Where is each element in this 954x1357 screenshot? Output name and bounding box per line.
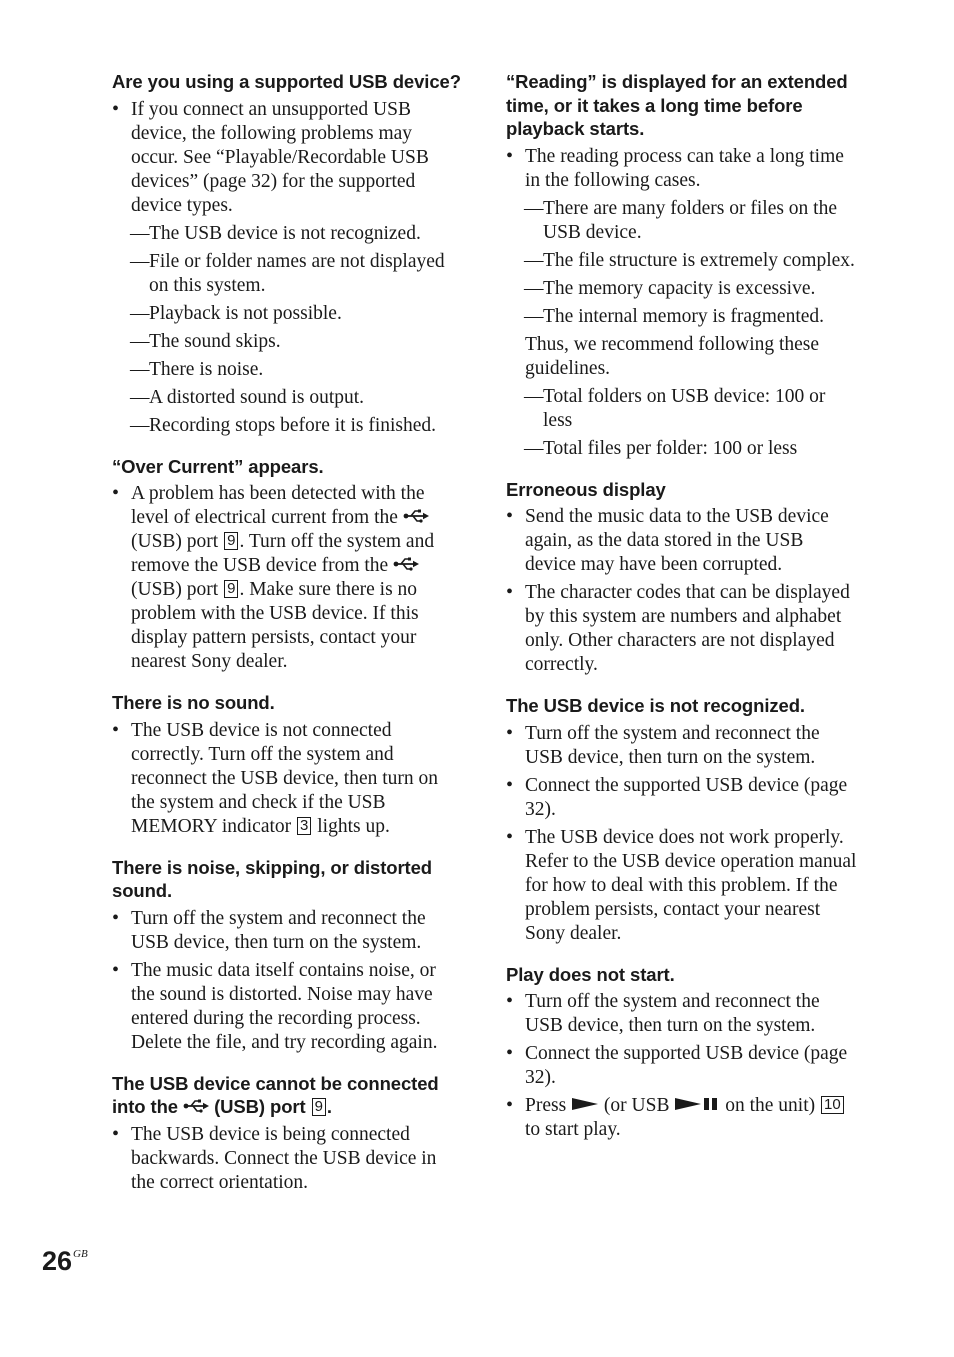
play-icon: [571, 1097, 599, 1111]
text-run: Press: [525, 1095, 567, 1116]
paragraph: Thus, we recommend following these guidelines.: [525, 333, 820, 379]
section-supported-usb: [112, 70, 462, 438]
text-run: (USB) port: [131, 579, 219, 600]
bullet-item: • Send the music data to the USB device again, as the data stored in the USB device may have been corrupted.: [506, 505, 858, 577]
text-run: A problem has been detected with the level of electrical current from the: [131, 483, 425, 528]
bullet-item: • Turn off the system and reconnect the USB device, then turn on the system.: [506, 722, 858, 770]
section-play-not-start: [506, 963, 858, 1143]
section-no-sound: [112, 691, 462, 839]
section-heading: “Reading” is displayed for an extended time, or it takes a long time before playback starts.: [506, 71, 848, 139]
text-run: (USB) port: [131, 531, 219, 552]
dash-item: — The USB device is not recognized.: [112, 222, 462, 246]
text-run: lights up.: [317, 815, 390, 837]
usb-trident-icon: [393, 557, 419, 571]
ref-number-box: 9: [224, 580, 238, 598]
text-run: on the unit): [725, 1095, 816, 1116]
text-run: (or USB: [603, 1095, 670, 1116]
section-over-current: [112, 455, 462, 675]
dash-item: — The sound skips.: [112, 330, 462, 354]
section-not-recognized: [506, 694, 858, 946]
left-column: [112, 70, 462, 1212]
section-heading: Are you using a supported USB device?: [112, 71, 461, 92]
bullet-item: • The USB device does not work properly. Refer to the USB device operation manual for how to deal with this problem. If the problem persists, contact your nearest Sony dealer.: [506, 826, 858, 946]
usb-trident-icon: [403, 509, 429, 523]
bullet-item: [112, 719, 462, 839]
text-run: . Make sure there is no problem with the USB device. If this display pattern persists, contact your nearest Sony dealer.: [131, 579, 419, 672]
text-run: .: [326, 1096, 332, 1117]
right-column: [506, 70, 858, 1159]
bullet-item: • The USB device is being connected backwards. Connect the USB device in the correct orientation.: [112, 1123, 462, 1195]
page-number-value: 26: [42, 1246, 73, 1276]
bullet-item: [112, 482, 462, 674]
text-run: The USB device is not connected correctly. Turn off the system and reconnect the USB device, then turn on the system and check if the USB MEMORY indicator: [131, 719, 439, 837]
ref-number-box: 9: [312, 1098, 326, 1116]
ref-number-box: 10: [821, 1096, 844, 1114]
bullet-item: • The music data itself contains noise, or the sound is distorted. Noise may have entered during the recording process. Delete the file, and try recording again.: [112, 959, 462, 1055]
bullet-item: • Turn off the system and reconnect the USB device, then turn on the system.: [506, 990, 858, 1038]
text-run: The USB device cannot be connected into the: [112, 1072, 439, 1117]
dash-item: — The memory capacity is excessive.: [506, 277, 858, 301]
text-run: to start play.: [525, 1119, 621, 1140]
section-cannot-connect: [112, 1072, 462, 1195]
usb-trident-icon: [183, 1099, 209, 1113]
section-heading: The USB device is not recognized.: [506, 695, 805, 716]
section-noise-skipping: [112, 856, 462, 1055]
section-erroneous-display: [506, 478, 858, 678]
bullet-item: • If you connect an unsupported USB device, the following problems may occur. See “Playable/Recordable USB devices” (page 32) for the supported device types.: [112, 98, 462, 218]
section-heading: Erroneous display: [506, 478, 666, 500]
section-heading: Play does not start.: [506, 963, 675, 985]
ref-number-box: 9: [224, 532, 238, 550]
bullet-item: • Connect the supported USB device (page 32).: [506, 1042, 858, 1090]
dash-item: — Playback is not possible.: [112, 302, 462, 326]
dash-item: — A distorted sound is output.: [112, 386, 462, 410]
bullet-item: • Connect the supported USB device (page 32).: [506, 774, 858, 822]
section-heading: There is noise, skipping, or distorted sound.: [112, 856, 433, 901]
dash-item: — The internal memory is fragmented.: [506, 305, 858, 329]
dash-item: — There is noise.: [112, 358, 462, 382]
ref-number-box: 3: [297, 817, 311, 835]
dash-item: — There are many folders or files on the USB device.: [506, 197, 858, 245]
play-pause-icon: [674, 1097, 720, 1111]
section-heading: There is no sound.: [112, 692, 275, 713]
region-code: GB: [73, 1248, 88, 1260]
bullet-item: [506, 1094, 858, 1142]
bullet-item: • The character codes that can be displayed by this system are numbers and alphabet only. Other characters are not displayed correctly.: [506, 581, 858, 677]
section-reading-displayed: [506, 70, 858, 461]
dash-item: — Total folders on USB device: 100 or less: [506, 385, 858, 433]
dash-item: — Recording stops before it is finished.: [112, 414, 462, 438]
text-run: . Turn off the system and remove the USB device from the: [131, 531, 435, 576]
section-heading: [112, 1072, 462, 1119]
text-run: (USB) port: [214, 1096, 306, 1117]
dash-item: — Total files per folder: 100 or less: [506, 437, 858, 461]
dash-item: — The file structure is extremely complex.: [506, 249, 858, 273]
bullet-item: • Turn off the system and reconnect the USB device, then turn on the system.: [112, 907, 462, 955]
section-heading: “Over Current” appears.: [112, 455, 324, 477]
dash-item: — File or folder names are not displayed on this system.: [112, 250, 462, 298]
page-number: [42, 1246, 88, 1277]
bullet-item: • The reading process can take a long time in the following cases.: [506, 145, 858, 193]
